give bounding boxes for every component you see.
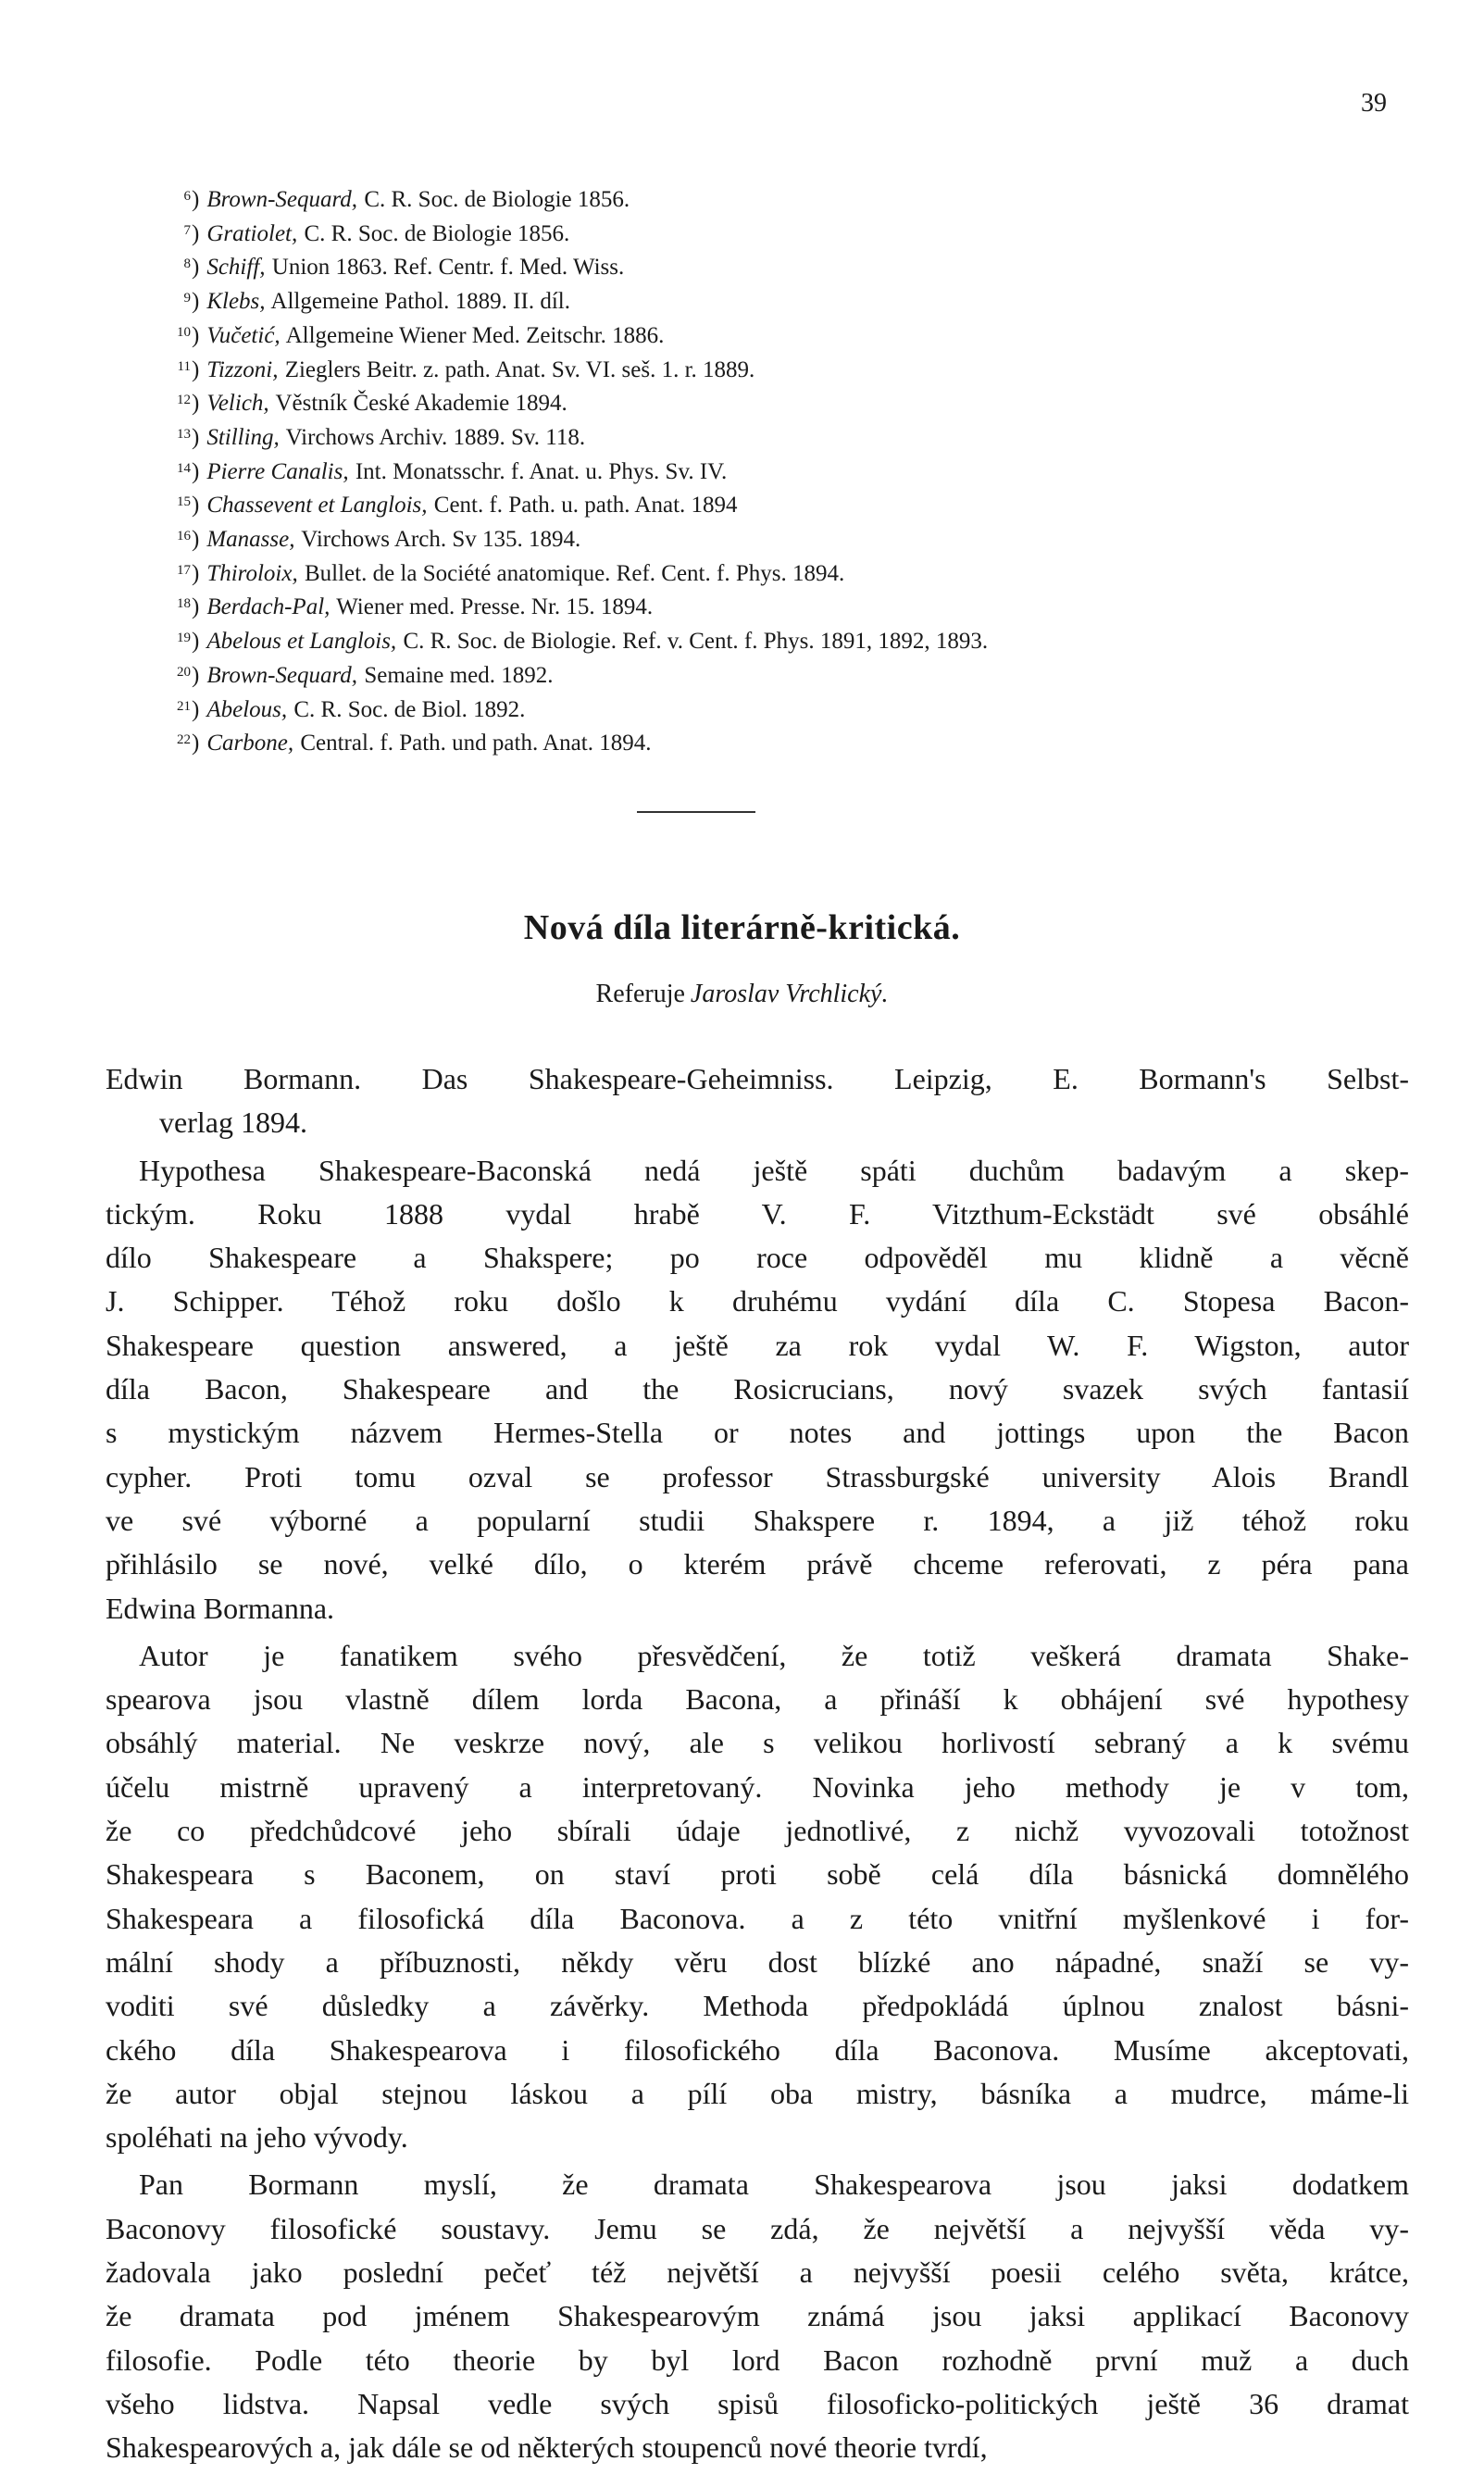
text-line: obsáhlý material. Ne veskrze nový, ale s velikou horlivostí sebraný a k svému [106, 1726, 1409, 1760]
section-heading: Nová díla literárně-kritická. [523, 908, 961, 947]
footnote-author: Thiroloix, [206, 560, 298, 586]
section-subtitle [0, 980, 1484, 1009]
text-line: Shakespearových a, jak dále se od některých stoupenců nové theorie tvrdí, [106, 2430, 988, 2465]
footnote-text: Allgemeine Wiener Med. Zeitschr. 1886. [285, 322, 665, 348]
text-line: Shakespeare question answered, a ještě za rok vydal W. F. Wigston, autor [106, 1328, 1409, 1362]
footnote-text: C. R. Soc. de Biol. 1892. [293, 696, 526, 722]
footnote-text: Virchows Archiv. 1889. Sv. 118. [285, 424, 586, 450]
text-line: díla Bacon, Shakespeare and the Rosicrucians, nový svazek svých fantasií [106, 1372, 1409, 1406]
footnote [167, 692, 1463, 726]
footnote-number: 18 [177, 596, 191, 612]
footnote-text: Wiener med. Presse. Nr. 15. 1894. [336, 594, 654, 620]
footnote [167, 385, 1463, 419]
footnote-author: Tizzoni, [206, 356, 279, 382]
footnote-number: 6 [183, 189, 191, 204]
footnote-paren: ) [192, 289, 200, 315]
footnote-number: 21 [177, 698, 191, 714]
footnote-author: Abelous, [206, 696, 288, 722]
page-number: 39 [1361, 89, 1387, 118]
footnote-author: Abelous et Langlois, [206, 629, 397, 655]
footnote [167, 216, 1463, 250]
footnote-paren: ) [192, 187, 200, 212]
footnote [167, 181, 1463, 216]
text-line: Baconovy filosofické soustavy. Jemu se zdá, že největší a nejvyšší věda vy- [106, 2211, 1409, 2245]
footnote-text: Central. f. Path. und path. Anat. 1894. [300, 731, 652, 756]
footnote-text: Int. Monatsschr. f. Anat. u. Phys. Sv. IV. [355, 458, 728, 484]
text-line: že autor objal stejnou láskou a pílí oba mistry, básníka a mudrce, máme-li [106, 2076, 1409, 2110]
footnote-text: Semaine med. 1892. [364, 662, 554, 688]
text-line: Shakespeara s Baconem, on staví proti sobě celá díla básnická domnělého [106, 1857, 1409, 1892]
text-line: všeho lidstva. Napsal vedle svých spisů filosoficko-politických ještě 36 dramat [106, 2386, 1409, 2420]
footnote-author: Pierre Canalis, [206, 458, 349, 484]
paragraph [106, 1149, 1409, 1631]
text-line: Edwin Bormann. Das Shakespeare-Geheimniss. Leipzig, E. Bormann's Selbst- [106, 1062, 1409, 1095]
footnote-paren: ) [192, 391, 200, 417]
footnote-number: 11 [177, 358, 191, 374]
footnote-text: Union 1863. Ref. Centr. f. Med. Wiss. [271, 255, 625, 281]
footnote-author: Vučetić, [206, 322, 281, 348]
footnote-number: 16 [177, 529, 191, 544]
text-line: že co předchůdcové jeho sbírali údaje jednotlivé, z nichž vyvozovali totožnost [106, 1814, 1409, 1848]
footnote-author: Brown-Sequard, [206, 187, 358, 212]
text-line: že dramata pod jménem Shakespearovým známá jsou jaksi applikací Baconovy [106, 2299, 1409, 2333]
footnote [167, 623, 1463, 657]
text-line: dílo Shakespeare a Shakspere; po roce odpověděl mu klidně a věcně [106, 1241, 1409, 1275]
text-line: Edwina Bormanna. [106, 1591, 335, 1625]
footnote-author: Velich, [206, 391, 269, 417]
footnote-paren: ) [192, 493, 200, 519]
subtitle-author: Jaroslav Vrchlický. [690, 980, 889, 1008]
footnote-author: Klebs, [206, 289, 266, 315]
footnote-paren: ) [192, 527, 200, 553]
footnote [167, 657, 1463, 692]
paragraph [106, 1634, 1409, 2160]
subtitle-prefix: Referuje [595, 980, 685, 1008]
footnote-paren: ) [192, 220, 200, 246]
footnote-text: Cent. f. Path. u. path. Anat. 1894 [433, 493, 738, 519]
footnote-text: Allgemeine Pathol. 1889. II. díl. [270, 289, 570, 315]
footnote-paren: ) [192, 662, 200, 688]
text-line: ve své výborné a popularní studii Shakspere r. 1894, a již téhož roku [106, 1503, 1409, 1537]
footnote-paren: ) [192, 629, 200, 655]
footnote-number: 7 [183, 222, 191, 238]
text-line: voditi své důsledky a závěrky. Methoda předpokládá úplnou znalost básni- [106, 1989, 1409, 2023]
footnotes [167, 181, 1463, 759]
footnote-author: Schiff, [206, 255, 266, 281]
text-line: spoléhati na jeho vývody. [106, 2120, 408, 2155]
footnote-author: Berdach-Pal, [206, 594, 330, 620]
footnote-number: 10 [177, 324, 191, 340]
text-line: tickým. Roku 1888 vydal hrabě V. F. Vitzthum-Eckstädt své obsáhlé [106, 1196, 1409, 1231]
footnote-number: 12 [177, 393, 191, 408]
footnote-number: 8 [183, 256, 191, 272]
text-line: spearova jsou vlastně dílem lorda Bacona, a přináší k obhájení své hypothesy [106, 1682, 1409, 1717]
text-line: mální shody a příbuznosti, někdy věru dost blízké ano nápadné, snaží se vy- [106, 1944, 1409, 1979]
footnote [167, 419, 1463, 454]
footnote-number: 15 [177, 494, 191, 510]
footnote [167, 589, 1463, 623]
paragraph [106, 2163, 1409, 2469]
footnote [167, 318, 1463, 352]
footnote-number: 13 [177, 426, 191, 442]
footnote-author: Gratiolet, [206, 220, 298, 246]
footnote-number: 22 [177, 732, 191, 748]
footnote-author: Stilling, [206, 424, 280, 450]
footnote [167, 556, 1463, 590]
footnote-number: 14 [177, 460, 191, 476]
paragraph [106, 1057, 1409, 1145]
text-line: filosofie. Podle této theorie by byl lord Bacon rozhodně první muž a duch [106, 2343, 1409, 2377]
footnote-paren: ) [192, 356, 200, 382]
text-line: žadovala jako poslední pečeť též největší a nejvyšší poesii celého světa, krátce, [106, 2255, 1409, 2290]
footnote [167, 725, 1463, 759]
footnote-author: Chassevent et Langlois, [206, 493, 428, 519]
text-line: cypher. Proti tomu ozval se professor Strassburgské university Alois Brandl [106, 1459, 1409, 1493]
text-line: J. Schipper. Téhož roku došlo k druhému vydání díla C. Stopesa Bacon- [106, 1284, 1409, 1318]
footnote-text: C. R. Soc. de Biologie. Ref. v. Cent. f. Phys. 1891, 1892, 1893. [403, 629, 989, 655]
footnote [167, 249, 1463, 283]
footnote-paren: ) [192, 458, 200, 484]
footnote-text: C. R. Soc. de Biologie 1856. [364, 187, 630, 212]
footnote-number: 9 [183, 291, 191, 306]
footnote [167, 487, 1463, 521]
text-line: Shakespeara a filosofická díla Baconova. a z této vnitřní myšlenkové i for- [106, 1901, 1409, 1935]
text-line: Autor je fanatikem svého přesvědčení, že totiž veškerá dramata Shake- [139, 1638, 1409, 1672]
footnote-paren: ) [192, 560, 200, 586]
text-line: s mystickým názvem Hermes-Stella or notes and jottings upon the Bacon [106, 1416, 1409, 1450]
footnote-paren: ) [192, 696, 200, 722]
footnote-text: C. R. Soc. de Biologie 1856. [304, 220, 570, 246]
footnote-author: Manasse, [206, 527, 295, 553]
footnote-paren: ) [192, 594, 200, 620]
footnote-text: Věstník České Akademie 1894. [275, 391, 567, 417]
footnote-paren: ) [192, 424, 200, 450]
article-body [106, 1057, 1409, 2474]
footnote [167, 352, 1463, 386]
footnote-number: 17 [177, 562, 191, 578]
text-line: verlag 1894. [159, 1106, 307, 1140]
section-divider [637, 811, 755, 813]
footnote-paren: ) [192, 255, 200, 281]
footnote [167, 283, 1463, 318]
footnote [167, 454, 1463, 488]
footnote-text: Zieglers Beitr. z. path. Anat. Sv. VI. seš. 1. r. 1889. [284, 356, 755, 382]
footnote-paren: ) [192, 322, 200, 348]
text-line: účelu mistrně upravený a interpretovaný. Novinka jeho methody je v tom, [106, 1769, 1409, 1804]
footnote-paren: ) [192, 731, 200, 756]
footnote-number: 19 [177, 631, 191, 646]
text-line: Hypothesa Shakespeare-Baconská nedá ještě spáti duchům badavým a skep- [139, 1153, 1409, 1187]
footnote-author: Brown-Sequard, [206, 662, 358, 688]
footnote-text: Bullet. de la Société anatomique. Ref. Cent. f. Phys. 1894. [304, 560, 845, 586]
text-line: přihlásilo se nové, velké dílo, o kterém právě chceme referovati, z péra pana [106, 1547, 1409, 1581]
text-line: Pan Bormann myslí, že dramata Shakespearova jsou jaksi dodatkem [139, 2168, 1409, 2202]
footnote [167, 521, 1463, 556]
text-line: ckého díla Shakespearova i filosofického díla Baconova. Musíme akceptovati, [106, 2032, 1409, 2067]
footnote-number: 20 [177, 664, 191, 680]
footnote-text: Virchows Arch. Sv 135. 1894. [301, 527, 581, 553]
footnote-author: Carbone, [206, 731, 294, 756]
